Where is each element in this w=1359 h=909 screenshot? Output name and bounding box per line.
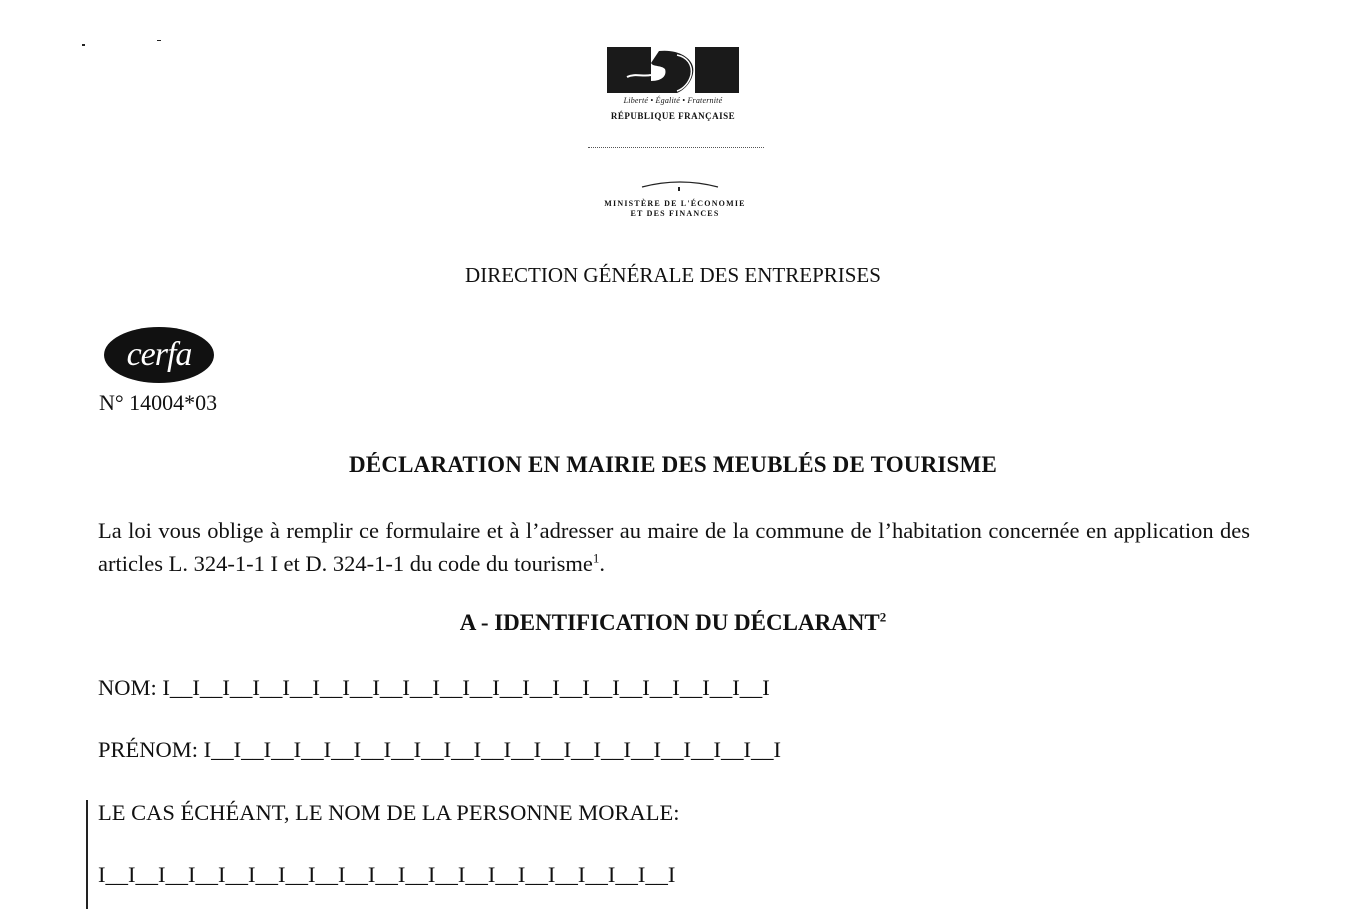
republic-motto: Liberté • Égalité • Fraternité	[623, 96, 723, 105]
nom-label: NOM:	[98, 675, 163, 700]
ministry-line-1: MINISTÈRE DE L'ÉCONOMIE	[604, 199, 746, 208]
header-divider	[588, 147, 764, 148]
footnote-ref-2: 2	[879, 609, 887, 625]
intro-text: La loi vous oblige à remplir ce formulaire et à l’adresser au maire de la commune de l’habitation concernée en application des articles L. 324-1-1 I et D. 324-1-1 du code du tourisme	[98, 518, 1250, 576]
cerfa-logo: cerfa	[104, 327, 214, 383]
prenom-boxes[interactable]: I__I__I__I__I__I__I__I__I__I__I__I__I__I__I__I__I__I__I__I	[203, 737, 782, 762]
document-title: DÉCLARATION EN MAIRIE DES MEUBLÉS DE TOURISME	[348, 452, 997, 477]
ministry-name	[560, 199, 790, 219]
scan-mark	[82, 44, 85, 46]
nom-field[interactable]	[98, 675, 770, 701]
scan-mark	[157, 40, 161, 41]
marianne-logo	[607, 47, 739, 93]
prenom-field[interactable]	[98, 737, 781, 763]
footnote-ref-1: 1	[592, 550, 600, 566]
section-a-title	[0, 610, 1346, 636]
ministry-emblem-icon	[640, 177, 720, 191]
nom-boxes[interactable]: I__I__I__I__I__I__I__I__I__I__I__I__I__I__I__I__I__I__I__I__I	[162, 675, 770, 700]
cerfa-form-number: N° 14004*03	[99, 390, 218, 415]
republic-name: RÉPUBLIQUE FRANÇAISE	[610, 111, 736, 121]
section-a-title-text: A - IDENTIFICATION DU DÉCLARANT	[459, 610, 880, 635]
prenom-label: PRÉNOM:	[98, 737, 204, 762]
intro-end: .	[599, 551, 605, 576]
personne-morale-boxes[interactable]: I__I__I__I__I__I__I__I__I__I__I__I__I__I__I__I__I__I__I__I	[98, 862, 676, 887]
ministry-line-2: ET DES FINANCES	[630, 209, 720, 218]
direction-title: DIRECTION GÉNÉRALE DES ENTREPRISES	[465, 263, 881, 287]
margin-change-bar	[86, 800, 88, 909]
personne-morale-label: LE CAS ÉCHÉANT, LE NOM DE LA PERSONNE MORALE:	[98, 800, 680, 825]
intro-paragraph	[98, 514, 1250, 580]
